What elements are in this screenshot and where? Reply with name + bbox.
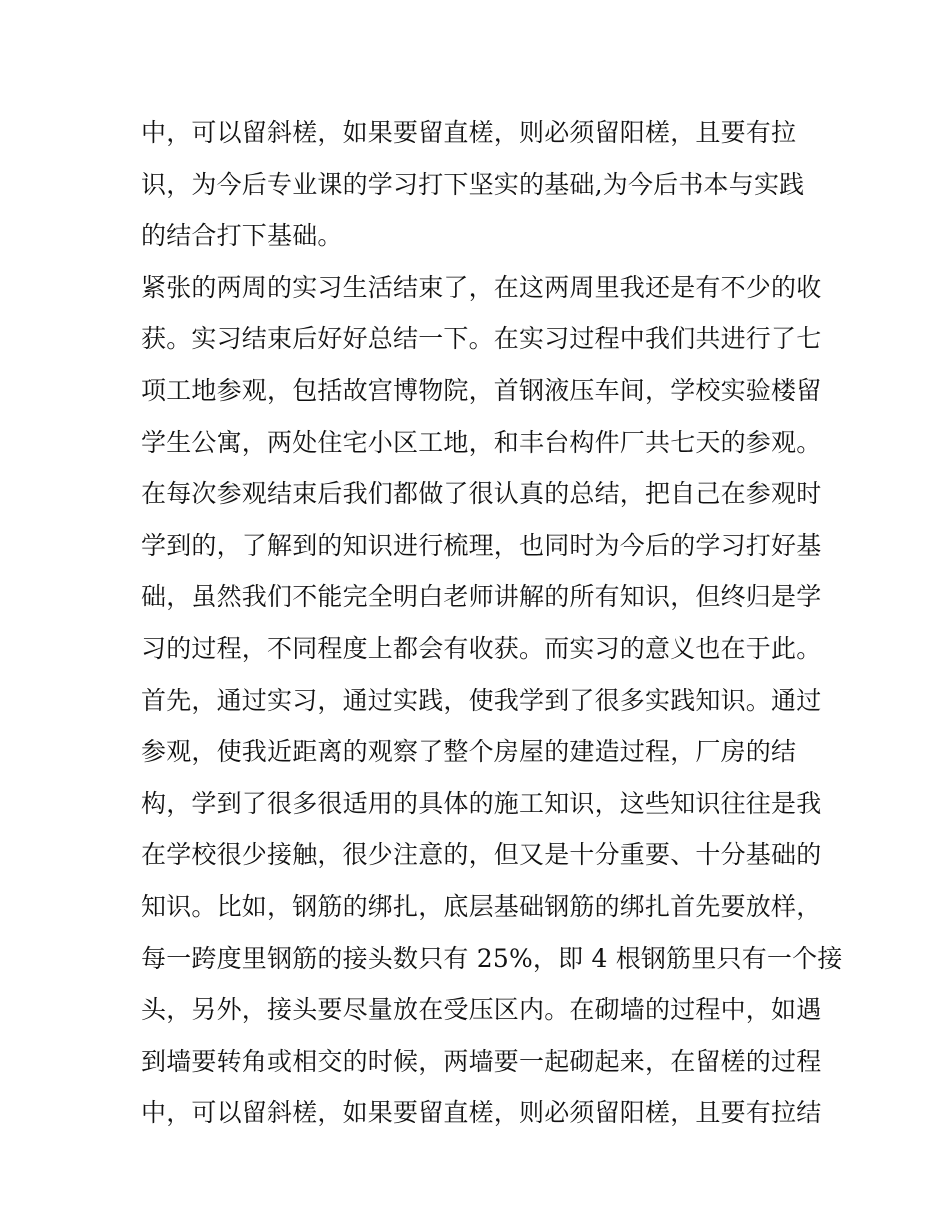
text-line-16: 知识。比如，钢筋的绑扎，底层基础钢筋的绑扎首先要放样， [141,891,822,921]
text-line-10: 础，虽然我们不能完全明白老师讲解的所有知识，但终归是学 [141,582,822,612]
text-line-13: 参观，使我近距离的观察了整个房屋的建造过程，厂房的结 [141,737,797,767]
text-line-9: 学到的，了解到的知识进行梳理，也同时为今后的学习打好基 [141,530,822,560]
text-line-7: 学生公寓，两处住宅小区工地，和丰台构件厂共七天的参观。 [141,427,822,457]
text-line-11: 习的过程，不同程度上都会有收获。而实习的意义也在于此。 [141,633,822,663]
text-line-6: 项工地参观，包括故宫博物院，首钢液压车间，学校实验楼留 [141,375,822,405]
text-line-12: 首先，通过实习，通过实践，使我学到了很多实践知识。通过 [141,685,822,715]
text-line-18: 头，另外，接头要尽量放在受压区内。在砌墙的过程中，如遇 [141,995,822,1025]
body-text [141,107,843,1139]
text-line-20: 中，可以留斜槎，如果要留直槎，则必须留阳槎，且要有拉结 [141,1098,822,1128]
text-line-15: 在学校很少接触，很少注意的，但又是十分重要、十分基础的 [141,840,822,870]
text-line-19: 到墙要转角或相交的时候，两墙要一起砌起来，在留槎的过程 [141,1046,822,1076]
text-line-14: 构，学到了很多很适用的具体的施工知识，这些知识往往是我 [141,788,822,818]
text-line-4: 紧张的两周的实习生活结束了，在这两周里我还是有不少的收 [141,272,822,302]
text-line-2: 识，为今后专业课的学习打下坚实的基础,为今后书本与实践 [141,169,805,199]
text-line-17: 每一跨度里钢筋的接头数只有 25%，即 4 根钢筋里只有一个接 [141,943,843,973]
text-line-3: 的结合打下基础。 [141,221,343,251]
text-line-8: 在每次参观结束后我们都做了很认真的总结，把自己在参观时 [141,479,822,509]
text-line-5: 获。实习结束后好好总结一下。在实习过程中我们共进行了七 [141,324,822,354]
text-line-1: 中，可以留斜槎，如果要留直槎，则必须留阳槎，且要有拉 [141,118,797,147]
